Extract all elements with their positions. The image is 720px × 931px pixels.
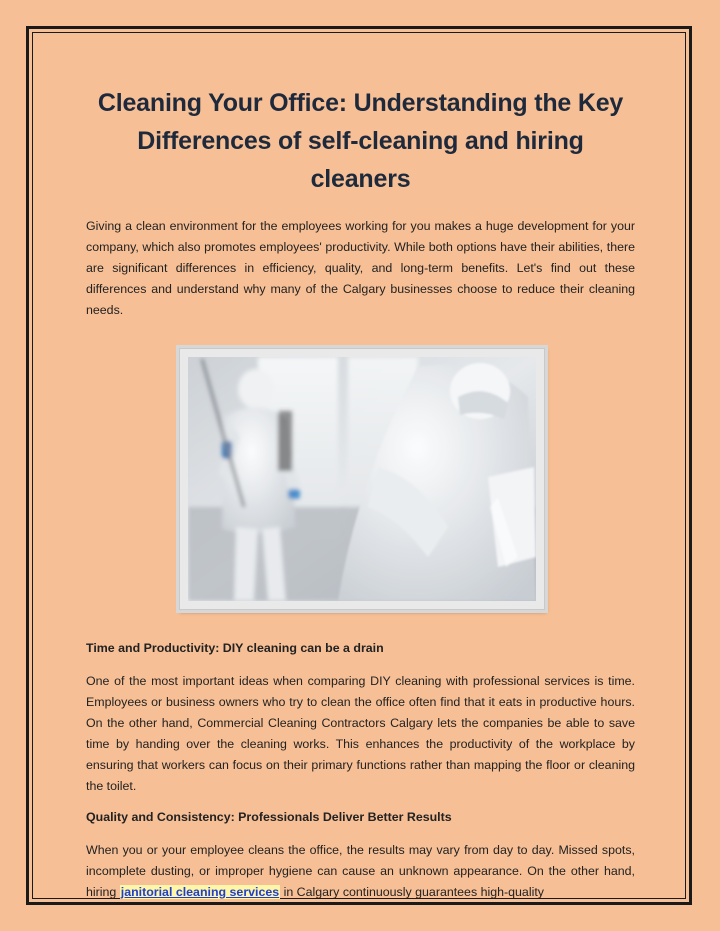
section-time-productivity-body: One of the most important ideas when comparing DIY cleaning with professional services is time. Employees or business owners who try to clean the office often find that it eats in productive hours. On the other hand, Commercial Cleaning Contractors Calgary lets the companies be able to save time by handing over the cleaning works. This enhances the productivity of the workplace by ensuring that workers can focus on their primary functions rather than mapping the floor or cleaning the toilet.: [86, 674, 635, 793]
section-heading-quality-consistency: Quality and Consistency: Professionals Deliver Better Results: [86, 810, 452, 824]
janitorial-cleaning-services-link[interactable]: janitorial cleaning services: [120, 885, 280, 899]
section-quality-body-text-before: When you or your employee cleans the office, the results may vary from day to day. Missed spots, incomplete dusting, or improper hygiene can cause an unknown appearance. On the other hand, hiring: [86, 843, 635, 899]
section-heading-time-productivity: Time and Productivity: DIY cleaning can be a drain: [86, 641, 384, 655]
section-quality-body-text-after: in Calgary continuously guarantees high-quality: [280, 885, 544, 899]
photo-frame: [179, 348, 545, 610]
intro-paragraph: Giving a clean environment for the employees working for you makes a huge development for your company, which also promotes employees' productivity. While both options have their abilities, there are significant differences in efficiency, quality, and long-term benefits. Let's find out these differences and understand why many of the Calgary businesses choose to reduce their cleaning needs.: [86, 219, 635, 317]
document-content: [86, 84, 635, 903]
section-quality-consistency-body: [86, 840, 635, 903]
document-title: Cleaning Your Office: Understanding the Key Differences of self-cleaning and hiring cleaners: [97, 89, 624, 193]
cleaners-in-protective-suits-photo: [188, 357, 536, 601]
